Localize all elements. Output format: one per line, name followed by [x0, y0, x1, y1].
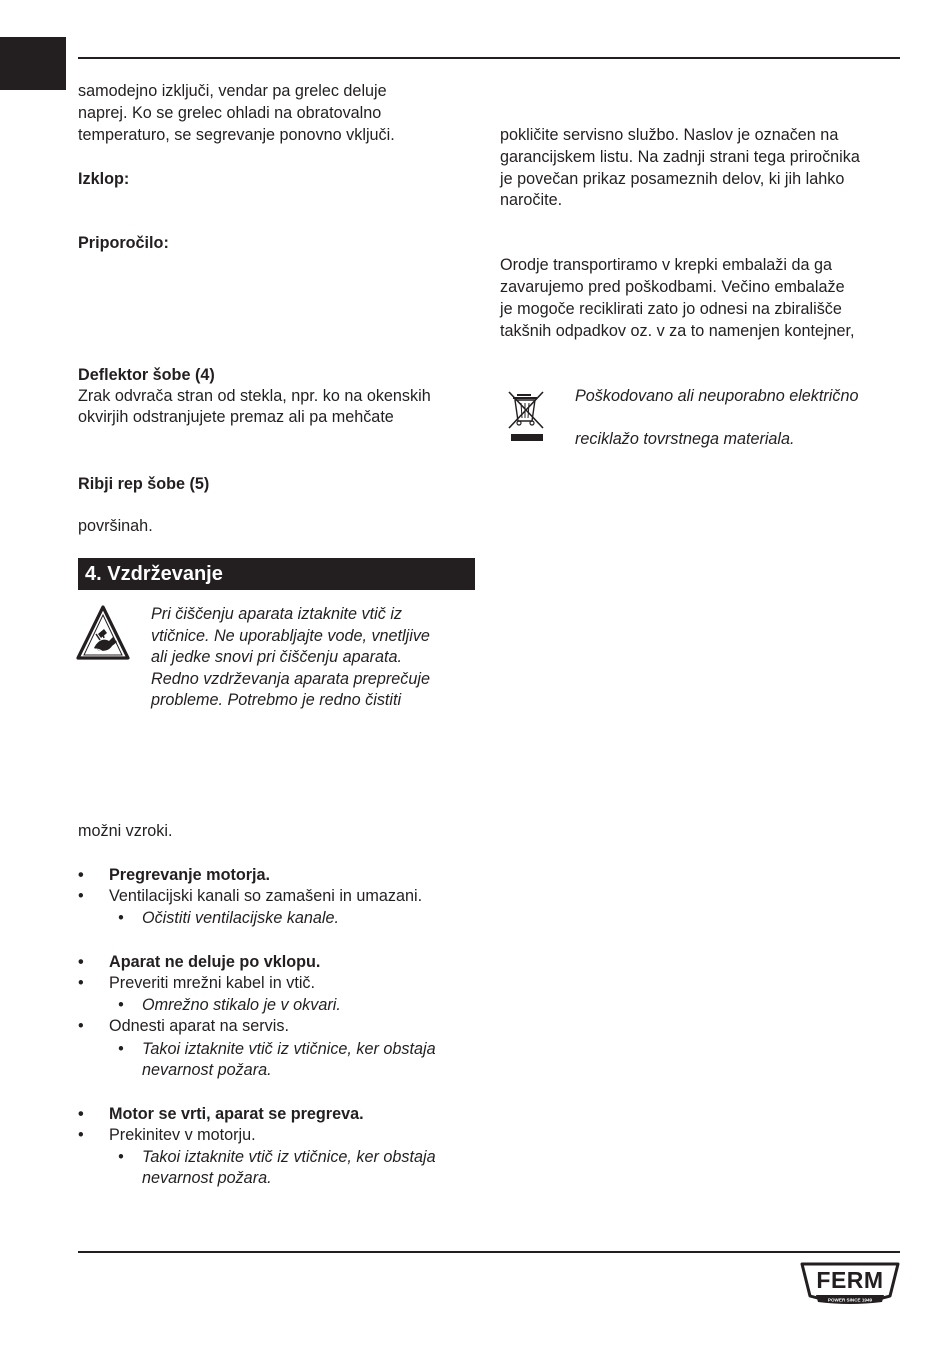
header-rule	[78, 57, 900, 59]
unplug-warning-icon	[76, 604, 130, 660]
fault-remedy: nevarnost požara.	[142, 1169, 272, 1187]
bullet-marker: •	[78, 887, 84, 905]
fault-remedy: Omrežno stikalo je v okvari.	[142, 996, 341, 1014]
bullet-marker: •	[78, 1126, 84, 1144]
bullet-marker: •	[118, 1040, 124, 1058]
maintenance-line: vtičnice. Ne uporabljajte vode, vnetljive	[151, 627, 430, 645]
service-line: naročite.	[500, 191, 563, 209]
ferm-tagline: POWER SINCE 1949	[827, 1297, 873, 1303]
weee-line: Poškodovano ali neuporabno električno	[575, 387, 859, 405]
crossed-out-bin-icon	[505, 388, 547, 444]
maintenance-line: Pri čiščenju aparata iztaknite vtič iz	[151, 605, 403, 623]
service-line: je povečan prikaz posameznih delov, ki jih lahko	[500, 170, 845, 188]
bullet-marker: •	[118, 996, 124, 1014]
service-line: pokličite servisno službo. Naslov je označen na	[500, 126, 839, 144]
fault-cause: Preveriti mrežni kabel in vtič.	[109, 974, 316, 992]
fault-remedy: Očistiti ventilacijske kanale.	[142, 909, 340, 927]
fault-remedy: Takoi iztaknite vtič iz vtičnice, ker obstaja	[142, 1040, 436, 1058]
weee-line: reciklažo tovrstnega materiala.	[575, 430, 795, 448]
deflektor-line: Zrak odvrača stran od stekla, npr. ko na okenskih	[78, 387, 431, 405]
maintenance-line: ali jedke snovi pri čiščenju aparata.	[151, 648, 403, 666]
deflektor-line: okvirjih odstranjujete premaz ali pa mehčate	[78, 408, 394, 426]
fault-title: Aparat ne deluje po vklopu.	[109, 953, 321, 971]
intro-line: samodejno izključi, vendar pa grelec deluje	[78, 82, 387, 100]
fault-remedy: Takoi iztaknite vtič iz vtičnice, ker obstaja	[142, 1148, 436, 1166]
causes-text: možni vzroki.	[78, 822, 173, 840]
deflektor-heading: Deflektor šobe (4)	[78, 366, 215, 384]
bullet-marker: •	[78, 1017, 84, 1035]
ferm-logo	[800, 1262, 900, 1306]
service-line: garancijskem listu. Na zadnji strani tega priročnika	[500, 148, 860, 166]
fault-title: Pregrevanje motorja.	[109, 866, 271, 884]
bullet-marker: •	[78, 1105, 84, 1123]
fault-cause: Ventilacijski kanali so zamašeni in umazani.	[109, 887, 423, 905]
ribji-heading: Ribji rep šobe (5)	[78, 475, 210, 493]
ferm-wordmark: FERM	[816, 1267, 884, 1293]
environment-line: zavarujemo pred poškodbami. Večino embalaže	[500, 278, 845, 296]
environment-line: je mogoče reciklirati zato jo odnesi na zbirališče	[500, 300, 842, 318]
fault-cause: Odnesti aparat na servis.	[109, 1017, 289, 1035]
bullet-marker: •	[78, 866, 84, 884]
page-corner-tab	[0, 37, 66, 90]
fault-cause: Prekinitev v motorju.	[109, 1126, 256, 1144]
intro-line: naprej. Ko se grelec ohladi na obratovalno	[78, 104, 382, 122]
fault-title: Motor se vrti, aparat se pregreva.	[109, 1105, 364, 1123]
intro-line: temperaturo, se segrevanje ponovno vključi.	[78, 126, 395, 144]
priporocilo-label: Priporočilo:	[78, 234, 169, 252]
izklop-label: Izklop:	[78, 170, 130, 188]
bullet-marker: •	[78, 974, 84, 992]
bullet-marker: •	[118, 1148, 124, 1166]
maintenance-line: Redno vzdrževanja aparata preprečuje	[151, 670, 430, 688]
environment-line: takšnih odpadkov oz. v za to namenjen kontejner,	[500, 322, 855, 340]
ribji-text: površinah.	[78, 517, 153, 535]
section-title: 4. Vzdrževanje	[78, 558, 475, 590]
maintenance-line: probleme. Potrebmo je redno čistiti	[151, 691, 402, 709]
environment-line: Orodje transportiramo v krepki embalaži da ga	[500, 256, 832, 274]
fault-remedy: nevarnost požara.	[142, 1061, 272, 1079]
bullet-marker: •	[78, 953, 84, 971]
bullet-marker: •	[118, 909, 124, 927]
footer-rule	[78, 1251, 900, 1253]
